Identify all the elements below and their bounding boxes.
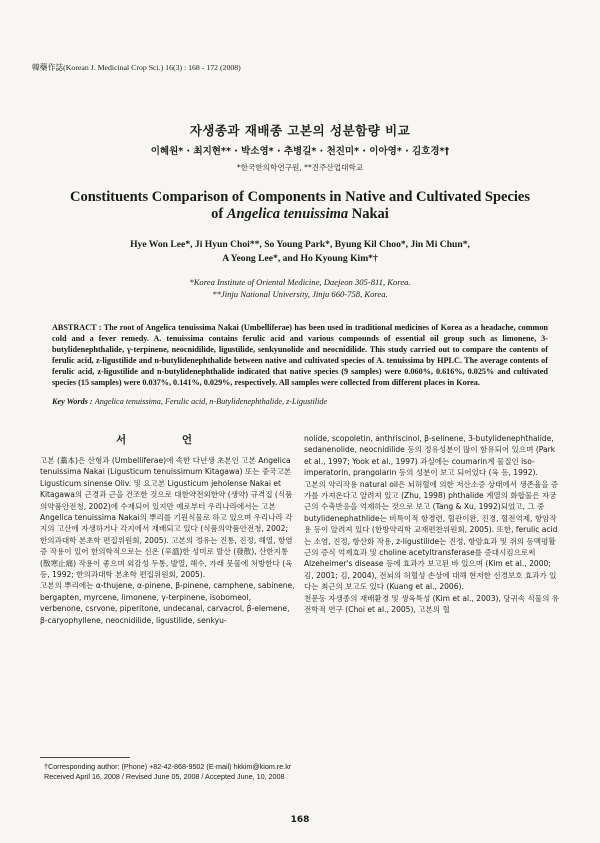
journal-citation: 韓藥作誌(Korean J. Medicinal Crop Sci.) 16(3) : 168 - 172 (2008)	[32, 63, 241, 72]
title-prefix: of	[211, 206, 227, 222]
abstract-text: The root of Angelica tenuissima Nakai (Umbelliferae) has been used in traditional medicines of Korea as a headache, common cold and a fever remedy. A. tenuissima contains ferulic acid and various compounds of essential oil group such as limonene, 3-butylidenephthalide, γ-terpinene, neocnidilide, ligustilide, senkyunolide and neocnidilide. This study carried out to compare the contents of ferulic acid, z-ligustilide and n-butylidenephthalide between native and cultivated species of A. tenuissima by HPLC. The average contents of ferulic acid, z-ligustilide and n-butylidenephthalide indicated that native species (9 samples) were 0.060%, 0.616%, 0.025% and cultivated species (15 samples) were 0.037%, 0.141%, 0.029%, respectively. All samples were collected from different places in Korea.	[52, 323, 548, 387]
korean-authors: 이혜원* · 최지현** · 박소영* · 추병길* · 천진미* · 이아영* · 김호경*†	[150, 146, 450, 157]
abstract	[52, 323, 548, 388]
keywords	[52, 397, 548, 406]
left-paragraph-2: 고본의 뿌리에는 α-thujene, α-pinene, β-pinene, camphene, sabinene, bergapten, myrcene, limonene, γ-terpinene, isobomeol, verbenone, csrvone, piperitone, undecanal, carvacrol, β-elemene, β-caryophyllene, neocnidilide, ligustilide, senkyu-	[40, 581, 295, 625]
keywords-text: Angelica tenuissima, Ferulic acid, n-Butylidenephthalide, z-Ligustilide	[94, 397, 328, 406]
footnote-corresponding-author: †Corresponding author: (Phone) +82-42-868-9502 (E-mail) hkkim@kiom.re.kr	[44, 762, 292, 771]
footnote-divider	[40, 757, 130, 758]
page-number: 168	[290, 815, 310, 825]
english-affiliation-line1: *Korea Institute of Oriental Medicine, Daejeon 305-811, Korea.	[189, 277, 411, 287]
english-authors-line1: Hye Won Lee*, Ji Hyun Choi**, So Young Park*, Byung Kil Choo*, Jin Mi Chun*,	[130, 239, 470, 250]
english-affiliation	[60, 276, 540, 300]
english-title-line1: Constituents Comparison of Components in Native and Cultivated Species	[69, 189, 530, 205]
english-authors	[60, 238, 540, 266]
left-column	[40, 455, 296, 626]
english-authors-line2: A Yeong Lee*, and Ho Kyoung Kim*†	[222, 253, 378, 264]
abstract-label: ABSTRACT :	[52, 323, 104, 332]
korean-affiliation: *한국한의학연구원, **진주산업대학교	[236, 163, 364, 172]
species-name: Angelica tenuissima	[226, 206, 349, 222]
right-column	[304, 433, 560, 616]
right-paragraph-3: 천문동 자생종의 재배환경 및 생육특성 (Kim et al., 2003), 당귀속 식물의 유전학적 연구 (Choi et al., 2005), 고본의 혈	[304, 593, 560, 615]
right-paragraph-2: 고본의 약리작용 natural oil은 뇌허혈에 의한 저산소증 상태에서 생존율을 증가를 가져온다고 알려져 있고 (Zhu, 1998) phthalide 계열의 화합물은 자궁근의 수축반응을 억제하는 것으로 보고 (Tang & Xu, 1992)되었고, 그 중 butylidenephathlide는 비특이적 항경련, 혈관이완, 진경, 혈전억제, 항암작용 등이 알려져 있다 (한방약리학 교재편찬위원회, 2005). 또한, ferulic acid는 소염, 진정, 항산화 작용, z-ligustilide는 진정, 항암효과 및 쥐의 동맥평활근의 증식 억제효과 및 choline acetyltransferase를 증대시킴으로써 Alzeheimer's disease 등에 효과가 보고된 바 있으며 (Kim et al., 2000; 김, 2001; 김, 2004), 전뇌의 허혈성 손상에 대해 현저한 신경보호 효과가 있다는 최근의 보고도 있다 (Kuang et al., 2006).	[304, 479, 559, 592]
footnote	[44, 762, 291, 782]
english-title	[60, 189, 540, 223]
korean-title: 자생종과 재배종 고본의 성분함량 비교	[189, 123, 411, 138]
right-paragraph-1: nolide, scopoletin, anthriscinol, β-selinene, 3-butylidenephthalide, sedanenolide, neocnidilide 등의 정유성분이 많이 함유되어 있으며 (Park et al., 1997; Yook et al., 1997) 과실에는 coumarin계 물질인 iso-imperatorin, prangolarin 등의 성분이 보고 되어있다 (육 등, 1992).	[304, 434, 556, 478]
footnote-dates: Received April 16, 2008 / Revised June 05, 2008 / Accepted June, 10, 2008	[44, 772, 285, 781]
english-title-line2	[60, 206, 540, 223]
title-suffix: Nakai	[348, 206, 389, 222]
keywords-label: Key Words :	[52, 397, 95, 406]
english-affiliation-line2: **Jinju National University, Jinju 660-758, Korea.	[212, 289, 388, 299]
section-heading-introduction: 서 언	[116, 434, 218, 446]
left-paragraph-1: 고본 (藁本)은 산형과 (Umbelliferae)에 속한 다년생 초본인 고본 Angelica tenuissima Nakai (Ligusticum tenuissimum Kitagawa) 또는 중국고본 Ligusticum sinense Oliv. 및 요고본 Ligusticum jeholense Nakai et Kitagawa의 근경과 근을 건조한 것으로 대한약전외한약 (생약) 규격집 (식품의약품안전청, 2002)에 수재되어 있지만 예로부터 우리나라에서는 고본 Angelica tenuissima Nakai의 뿌리를 기원식물로 하고 있으며 우리나라 각지의 고산에 자생하거나 각지에서 재배되고 있다 (식품의약품안전청, 2002; 한의과대학 본초학 편집위원회, 2005). 고본의 정유는 진통, 진정, 해열, 항염증 작용이 있어 한의학적으로는 신온 (辛溫)한 성미로 발산 (發散), 산한지통 (散寒止痛) 작용이 좋으며 외감성 두통, 발열, 해수, 가래 뭇물에 처방한다 (육 등, 1992; 한의과대학 본초학 편집위원회, 2005).	[40, 456, 293, 580]
